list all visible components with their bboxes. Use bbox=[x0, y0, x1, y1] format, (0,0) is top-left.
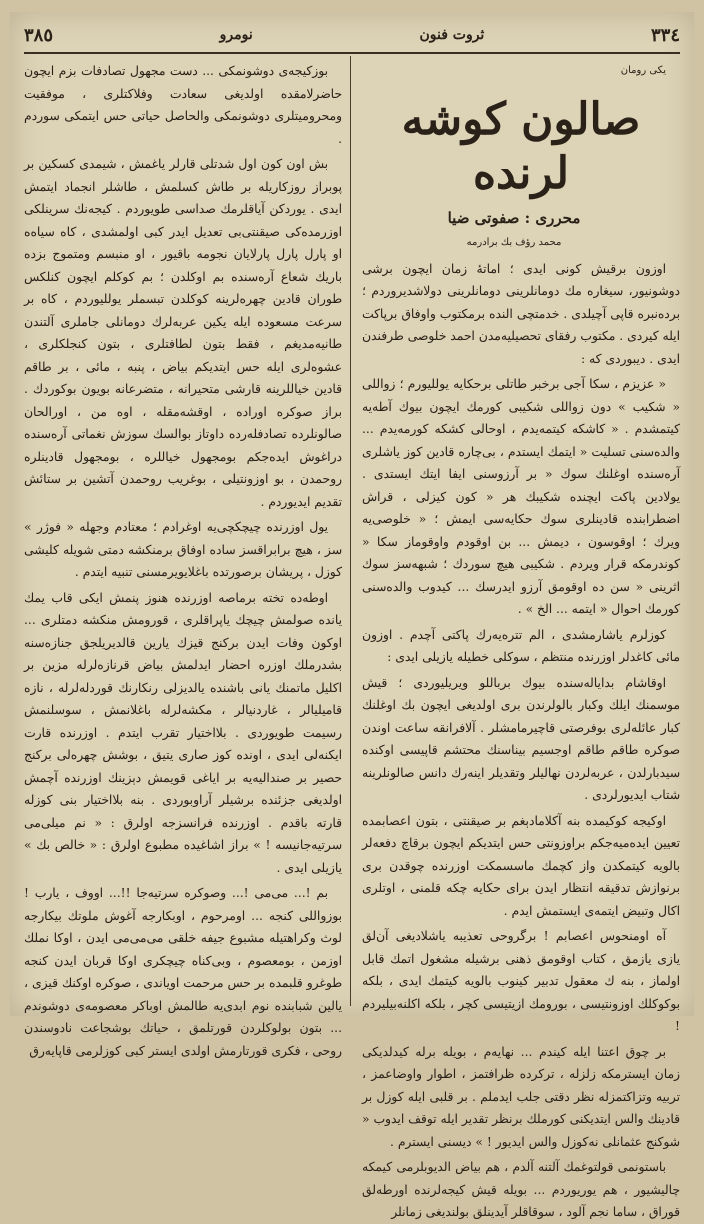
story-tag: يكى رومان bbox=[620, 65, 666, 76]
issue-label: نومرو bbox=[219, 27, 253, 43]
author-line: محررى : صفوتى ضيا bbox=[447, 208, 581, 227]
page-header bbox=[24, 20, 680, 50]
left-column bbox=[24, 60, 342, 1058]
paragraph: كوزلرم ياشارمشدى ، الم تتره‌يه‌رك پاكتى آچدم . اوزون مائى كاغدلر اوزرنده منتظم ، سوكلى خطيله يازيلى ايدى : bbox=[362, 627, 680, 664]
paragraph: بم !... مى‌مى !... وصوكره سرتيه‌جا !!... اووف ، يارب ! بوزواللى كنجه ... اومرحوم ، اوبكارجه آغوش ملوتك بيكارجه لوث وكراهتيله مشبوع جيفه خلقى مى‌مى‌مى ايدن ، اوكا نملك اوزمن ، بومعصوم ، وبى‌كناه چيچكرى اوكا قربان ايدن كنجه طوغرو قلبمده بر حس مرحمت اوياندى ، صوكره اوكنك قيزى ، يالين شبابنده نوم ابدى‌يه طالمش اوباكر معصومه‌ى دوشوندم ... بتون بولوكلردن قورتلمق ، حياتك بوشجاعت نادوسندن روحى ، فكرى قورتارمش اولدى ايستر كبى كوزلرمى قاپايه‌رق bbox=[24, 886, 342, 1058]
paragraph: باستونمى قولتوغمك آلتنه آلدم ، هم بياض الديوبلرمى كيمكه چاليشيور ، هم يوريوردم ... بويله قيش كيجه‌لرنده اورطه‌لق قوراق ، ساما نجم آلود ، سوقاقلر آيدينلق بولنديغى زمانلر bbox=[362, 1160, 680, 1219]
magazine-page bbox=[10, 12, 694, 1219]
magazine-title: ثروت فنون bbox=[419, 27, 485, 43]
story-title: صالون كوشه لرنده bbox=[401, 93, 641, 199]
paragraph: اوطه‌ده تخته برماصه اوزرنده هنوز پنمش ايكى قاب يمك يانده صولمش چيچك ياپراقلرى ، قورومش منكشه دمتلرى ... اوكون وفات ايدن بركنج قيزك يارين قالديريلجق جنازه‌سنه بشدرملك اوزره احضار ايدلمش بياض قرنازه‌لرله مزين بر اكليل ماتمنك يانى باشنده يالديزلى رنكارنك قوردله‌لرله ، نازه قاميليالر ، غاردنيالر ، مكشه‌لرله باغلانمش ، سوسلنمش رسيمت طويوردى . بلااختيار تقرب ايتدم . اوزرنده قارت ايكنه‌لى ايدى ، اونده كوز صارى يتيق ، بوشش چهره‌لى بركنج حصير بر صنداليه‌يه بر اياغى قويمش دېزينك اوزرنده آچمش اولديغى جزئنده برشيلر آراوبوردى . بنه بلااختيار بنى كوزله قارته باقدم . اوزرنده فرانسزجه اولرق : « نم ميلى‌مى سرتيه‌جانيسه ! » براز اشاغيده مطبوع اولرق : « خالص بك » يازيلى ايدى . bbox=[24, 590, 342, 875]
paragraph: اوزون برقيش كونى ايدى ؛ اماتهٔ زمان ايچون برشى دوشونيور، سيغاره مك دومانلرينى دومانلرينى دولاشديروردم ؛ برده‌نبره قاپى آچيلدى . خدمتچى الندە برمكتوب واوفاق برپاكت ايله كيردى . مكتوب رفقاى تحصيليه‌مدن احمد خلوصى طرفندن ايدى . ديبوردى كه : bbox=[362, 261, 680, 366]
paragraph: بش اون كون اول شدتلى قارلر ياغمش ، شيمدى كسكين بر پوبراز روزكاريله بر طاش كسلمش ، طاشلر انجماد ايتمش ايدى . يوردكن آياقلرمك صداسى طويوردم . كيجه‌نك سرينلكى اوزرمده‌كى صيقنتى‌بى تعديل ايدر كبى اولمشدى ، كاه سياه‌ه او پارل پارل پارلايان نجومه باقيور ، او منبسم ومتموج بزده باريك شعاع آره‌سنده بم اوكلدن ؛ بم كوكلم ايچون كنلكس طوران قادين چهره‌لرينه كوكلدن تبسملر يولليوردم ، كاه بر سرعت مسعوده ايله يكين عربه‌لرك دومانلى جاملرى آلتندن طانيه‌مديغم ، فقط بتون لطافتلرى ، بتون كنجلكلرى ، عشوه‌لرى ايله حس ايتديكم بياض ، پنبه ، مائى ، بر طاقم قادين خياللرينه قارشى متحيرانه ، متضرعانه بويون بوكوردك . براز صوكره اورادە ، اوقشه‌مقله ، اوه من ، اورالحان صالونلرده تصادفله‌رده داوتاز بوالسك سوزش نغماتى آره‌سنده دراغوش ايده‌جكم بو‌مجهول خياللره ، بو‌مجهول قادينلره روحمدن ، بو اوزونتيلى ، بوغريب روحمدن آتشين بر ستائش تقديم ايديوردم . bbox=[24, 157, 342, 509]
column-divider bbox=[350, 56, 351, 1006]
paragraph: بوزكيجه‌ى دوشونمكى ... دست مجهول تصادفات بزم ايچون حاضرلامقده اولديغى سعادت وفلاكتلرى ، موفقيت ومحروميتلرى دوشونمكى والحاصل حياتى حس ايتمكى سوردم . bbox=[24, 64, 342, 146]
paragraph: اوقاشام بداياله‌سنده بيوك برباللو ويريليوردى ؛ قيش موسمنك ايلك وكبار بالولرندن برى اولديغى ايچون بك اوغلنك كبار عائله‌لرى بوفرصتى قاچيرمامشلر . آلافرانقه ساعت اوندن صوكره طاقم طاقم اوجسيم بيناسنك محتشم قاپيسى اوكنده سيدبارلدن ، عربه‌لردن نهاليلر وتقديلر اينه‌رك دانس صالونلرينه شتاب ايديورلردى . bbox=[362, 675, 680, 802]
header-rule bbox=[24, 52, 680, 54]
paragraph: يول اوزرنده چيچكچى‌يه اوغرادم ؛ معتادم وجهله « فوژر » سز ، هيچ برابراقسز ساده اوفاق برمنكشه دمتى شويله كليشى كوزل ، پريشان برصورتده باغلايويرمسنى تنبيه ايتدم . bbox=[24, 520, 342, 579]
left-page-number: ٣٨٥ bbox=[24, 24, 54, 46]
right-page-number: ٣٣٤ bbox=[650, 24, 680, 46]
paragraph: بر چوق اعتنا ايله كيندم ... نهايه‌م ، بويله برله كيدلديكى زمان ايسترمكه زلزله ، تركرده ظرافتمز ، اطوار واوضاعمز ، تربيه وتزاكتمزله نظر دقتى جلب ايدملم . بر قلبى ايله كوزل بر قادينك والس ايتديكنى كورملك برنظر تقدير ايله توقف ايدوب « شوكنج عثمانلى نه‌كوزل والس ايديور ! » ديسنى ايسترم . bbox=[362, 1044, 680, 1149]
paragraph: اوكيجه كوكيمده بنه آكلامادېغم بر صيقنتى ، بتون اعصابمده تعيين ايده‌ميه‌جكم براوزونتى حس ايتديكم ايچون برقاچ دفعه‌لر بالويه كيتمكدن واز كچمك ماسسمكت اوزرنده چوقدن برى برنوازش تدقيقه انتظار ايدن براى حكايه چكه قلمنى ، اوتلرى اكال وتبيض ايتمه‌ى ايستمش ايدم . bbox=[362, 813, 680, 918]
paragraph: « عزيزم ، سكا آجى برخبر طاتلى برحكايه يولليورم ؛ زواللى « شكيب » دون زواللى شكيبى كورمك ايچون بيوك آطه‌يه كيتمشدم . « كاشكه كيتمه‌يدم ، اوحالى كشكه كورمه‌يدم ... والده‌سنى تسليت « ايتمك ايستدم ، بى‌چاره قادين كوز ياشلرى آره‌سنده اوغلنك سوك « بر آرزوسنى ايفا ايتك ايستدى . يولادين پاكت ايچنده شكيبك هر « كون كيزلى ، قراش اضطرابنده قادينلرى سوك حكايه‌سى ايمش ؛ « خلوصى‌يه ويرك ؛ اوقوسون ، ديمش ... بن اوقودم واوقوماز سكا « كوندرمكه قرار ويردم . شكيبى هيچ سوردك ؛ شبهه‌سز سوك اثرينى « سن ده اوقومق آرزو ايدرسك ... كيدوب والده‌سنى كورمك احوال « ايتمه ... الخ » . bbox=[362, 377, 680, 616]
paragraph: آه اومنحوس اعصابم ! برگروحى تعذيبه ياشلاديغى آن‌لق يازى يازمق ، كتاب اوقومق ذهنى برشيله مشغول اتمك قابل اولماز ، بنه ك معقول تدبير كينوب بالويه كيتمك ايدى ، بلكه بوكوكلك اوزونتيسى ، بورومك ازيتيسى كچر ، بلكه اكلنه‌بيليردم ! bbox=[362, 929, 680, 1033]
dedication-line: محمد رؤف بك برادرمه bbox=[466, 237, 562, 248]
right-column bbox=[362, 60, 680, 1219]
